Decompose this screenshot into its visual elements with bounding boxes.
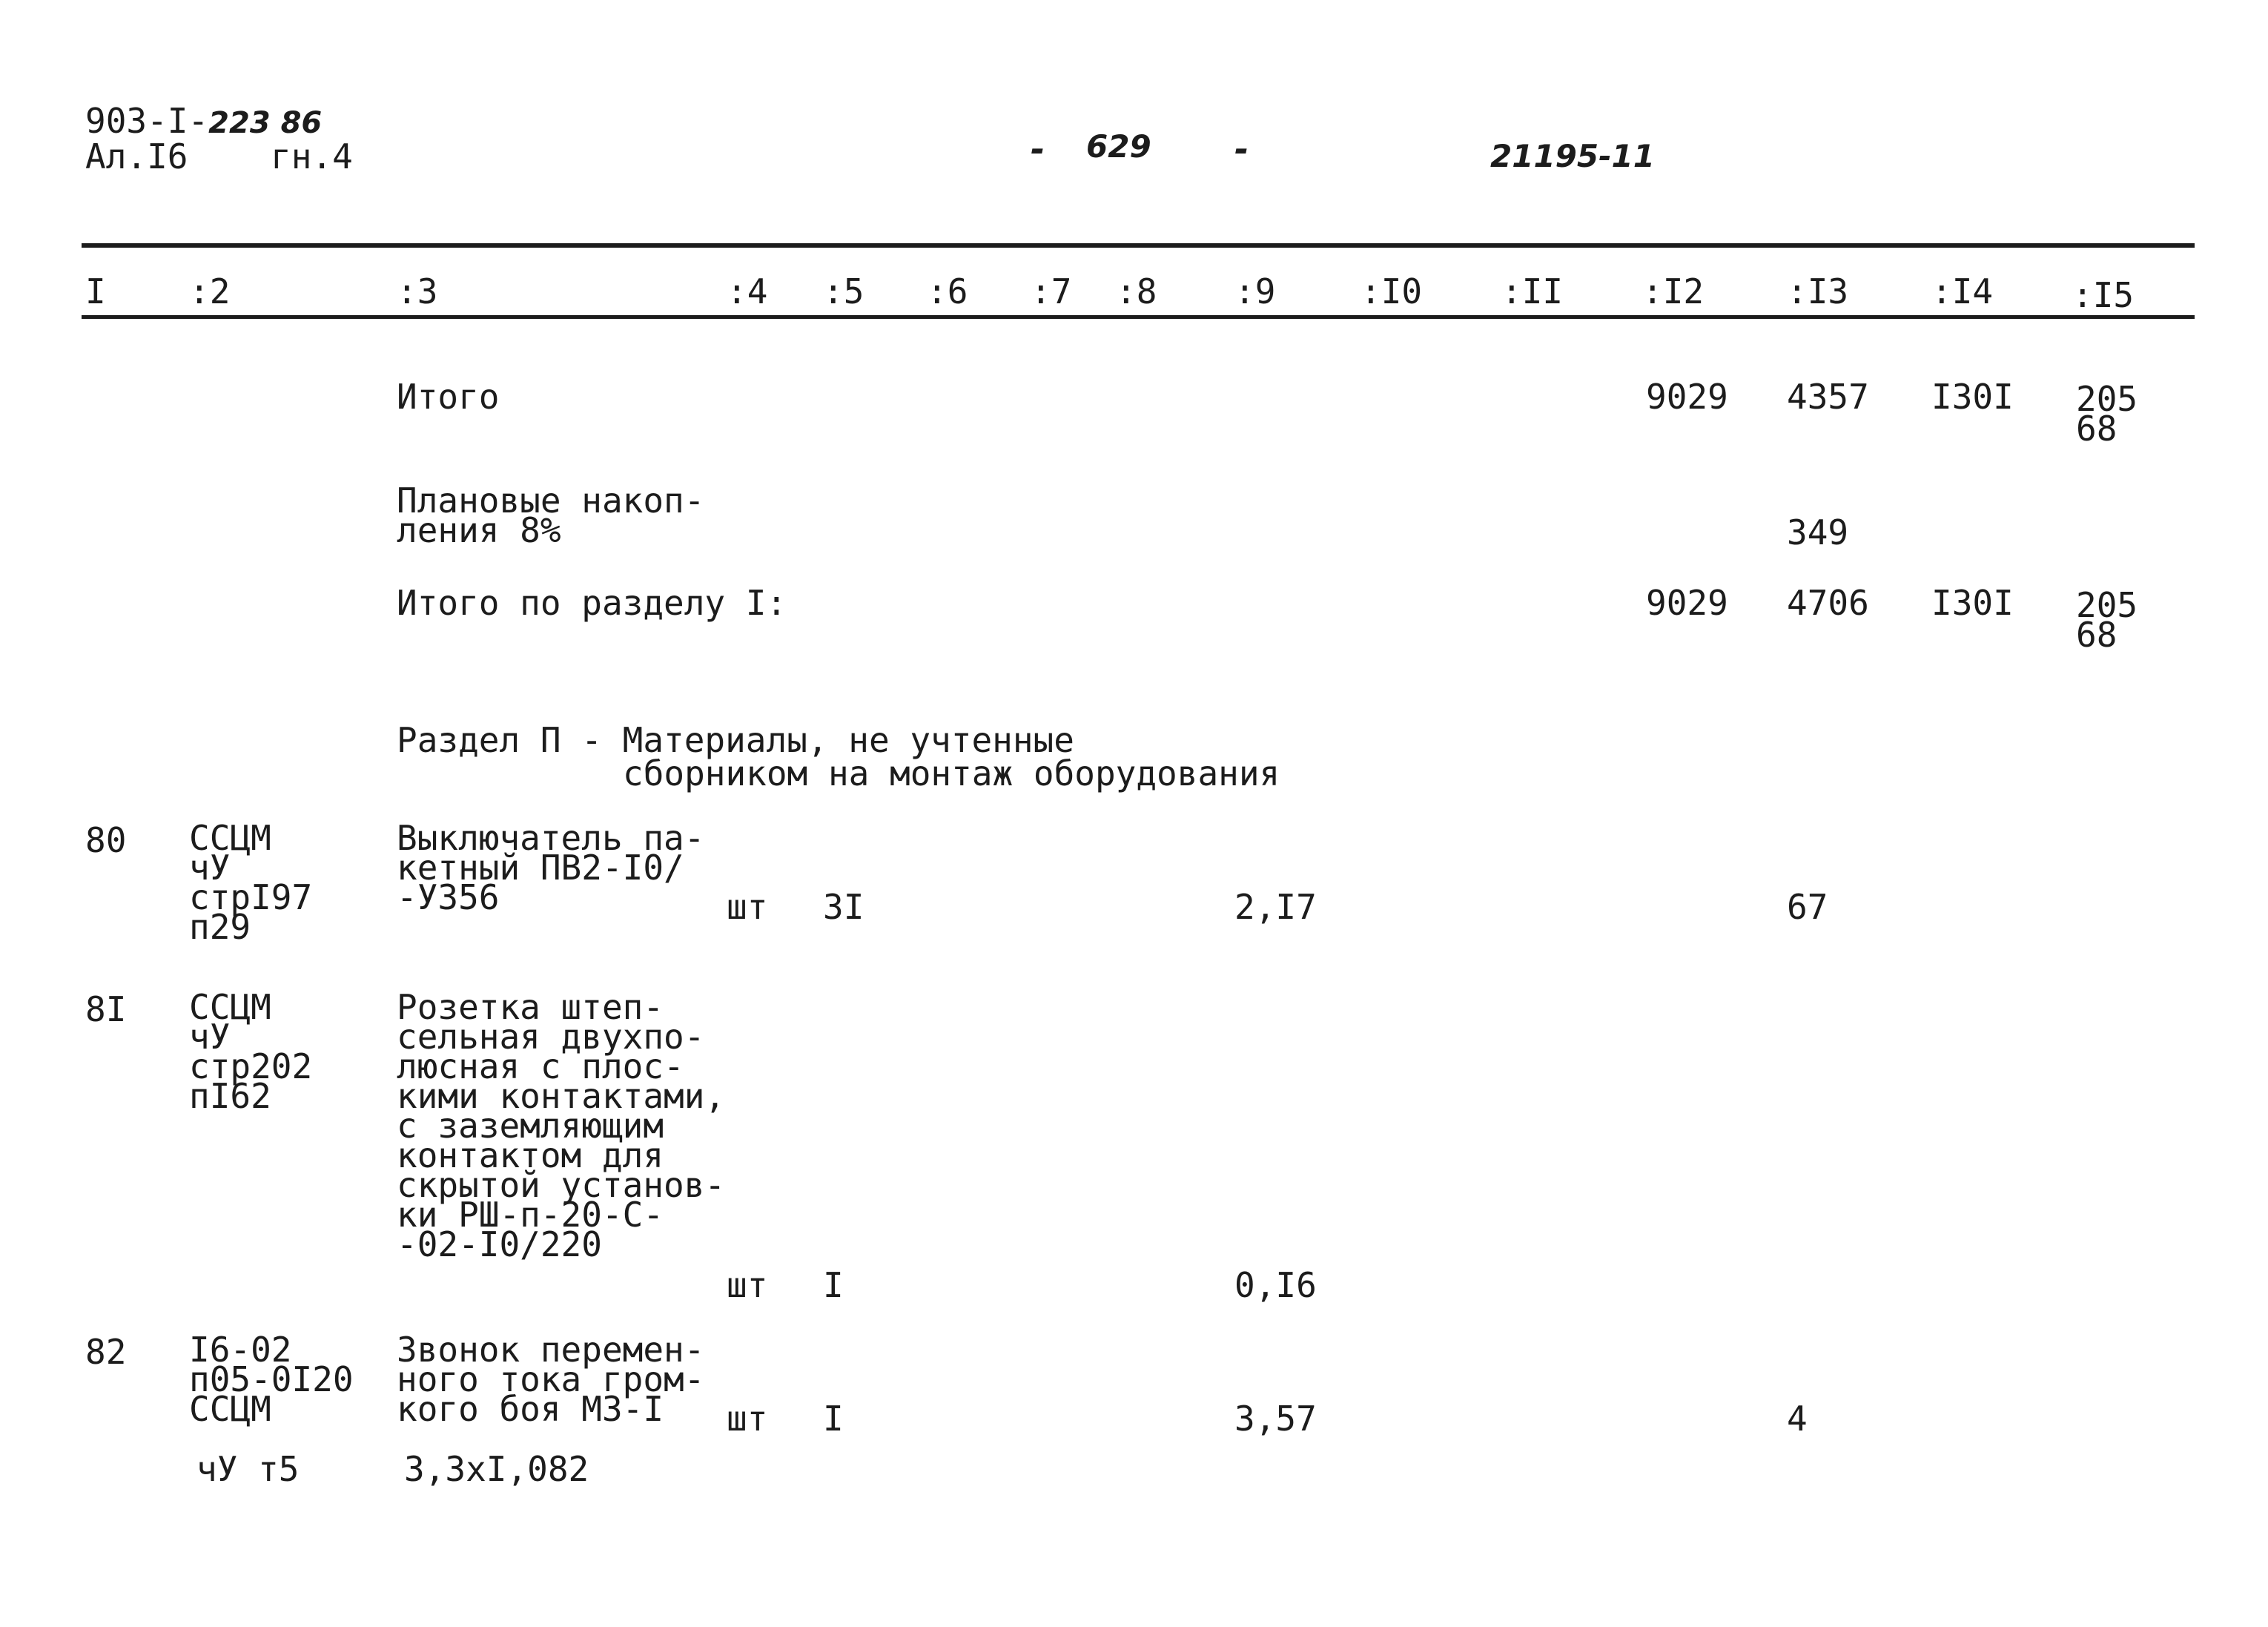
row-81-code-line: ССЦМ [189,987,271,1027]
row-82-desc-extra: 3,3хI,082 [404,1449,589,1489]
row-81-desc-line: контактом для [397,1135,664,1175]
doc-code-handwritten: 223 86 [208,106,323,140]
row-80-price: 2,I7 [1234,887,1317,927]
section-total-c12: 9029 [1646,583,1728,623]
row-81-desc-line: -02-I0/220 [397,1224,602,1264]
row-80-desc-line: Выключатель па- [397,818,705,858]
row-82-code-line: I6-02 [189,1330,292,1370]
col-12: :I2 [1642,271,1705,311]
itogo-c15 [2076,379,2138,449]
col-9: :9 [1234,271,1276,311]
header-bottom-rule [82,315,2195,319]
col-14: :I4 [1931,271,1994,311]
row-80-code-line: п29 [189,907,251,947]
col-6: :6 [927,271,968,311]
row-82-code-line: ССЦМ [189,1389,271,1429]
row-82-code-line: п05-0I20 [189,1359,354,1399]
section-total-c13: 4706 [1787,583,1869,623]
section2-title-line1: Раздел П - Материалы, не учтенные [397,720,1074,760]
row-80-unit: шт [727,887,768,927]
row-82-qty: I [823,1399,844,1439]
section-total-c14: I30I [1931,583,2014,623]
row-81-code-line: чУ [189,1017,231,1057]
page-number: 629 [1086,128,1151,165]
col-13: :I3 [1787,271,1849,311]
row-82-num: 82 [85,1332,127,1372]
row-81-desc-line: кими контактами, [397,1076,726,1116]
row-81-code-line: стр202 [189,1046,313,1086]
row-82-total: 4 [1787,1399,1808,1439]
col-15: :I5 [2072,275,2135,315]
row-82-code-extra: чУ т5 [196,1449,300,1489]
section-total-label: Итого по разделу I: [397,583,787,623]
col-3: :3 [397,271,438,311]
section-total-c15-line2: 68 [2076,615,2117,655]
row-81-code [189,987,313,1116]
row-81-price: 0,I6 [1234,1265,1317,1305]
itogo-c15-line1: 205 [2076,379,2138,419]
row-80-qty: 3I [823,887,864,927]
row-81-num: 8I [85,989,127,1029]
col-2: :2 [189,271,231,311]
row-82-unit: шт [727,1399,768,1439]
col-4: :4 [727,271,768,311]
plan-label [397,481,705,550]
row-81-desc-line: с заземляющим [397,1106,664,1146]
row-82-desc-line: кого боя МЗ-I [397,1389,664,1429]
itogo-c12: 9029 [1646,377,1728,417]
page-dash-right: - [1234,129,1249,169]
row-82-desc-line: Звонок перемен- [397,1330,705,1370]
row-81-unit: шт [727,1265,768,1305]
row-82-desc [397,1330,705,1429]
itogo-c13: 4357 [1787,377,1869,417]
row-82-price: 3,57 [1234,1399,1317,1439]
row-80-desc-line: кетный ПВ2-I0/ [397,848,684,888]
plan-label-line2: ления 8% [397,510,561,550]
row-80-num: 80 [85,820,127,860]
section-total-c15-line1: 205 [2076,585,2138,625]
row-82-desc-line: ного тока гром- [397,1359,705,1399]
row-80-desc-line: -У356 [397,877,500,917]
col-1: I [85,271,106,311]
book-label: гн.4 [271,136,353,176]
row-80-code-line: чУ [189,848,231,888]
itogo-c15-line2: 68 [2076,409,2117,449]
row-81-desc-line: скрытой установ- [397,1165,726,1205]
row-81-desc-line: ки РШ-п-20-С- [397,1195,664,1235]
album-label: Ал.I6 [85,136,188,176]
row-81-qty: I [823,1265,844,1305]
row-80-code [189,818,313,947]
row-81-desc-line: Розетка штеп- [397,987,664,1027]
section2-title-line2: сборником на монтаж оборудования [623,753,1280,793]
row-81-desc [397,987,726,1264]
top-rule [82,243,2195,248]
sheet-ref: 21195-11 [1490,138,1655,174]
col-10: :I0 [1361,271,1423,311]
doc-code [85,101,323,141]
plan-c13: 349 [1787,512,1849,552]
col-11: :II [1501,271,1564,311]
row-80-code-line: стрI97 [189,877,313,917]
col-7: :7 [1031,271,1072,311]
itogo-c14: I30I [1931,377,2014,417]
row-81-desc-line: сельная двухпо- [397,1017,705,1057]
itogo-label: Итого [397,377,500,417]
row-80-total: 67 [1787,887,1828,927]
row-81-desc-line: люсная с плос- [397,1046,684,1086]
col-5: :5 [823,271,864,311]
row-80-code-line: ССЦМ [189,818,271,858]
page-dash-left: - [1031,129,1045,169]
row-81-code-line: пI62 [189,1076,271,1116]
plan-label-line1: Плановые накоп- [397,481,705,521]
row-80-desc [397,818,705,917]
doc-code-printed: 903-I- [85,101,209,141]
row-82-code [189,1330,354,1429]
section-total-c15 [2076,585,2138,655]
col-8: :8 [1116,271,1157,311]
